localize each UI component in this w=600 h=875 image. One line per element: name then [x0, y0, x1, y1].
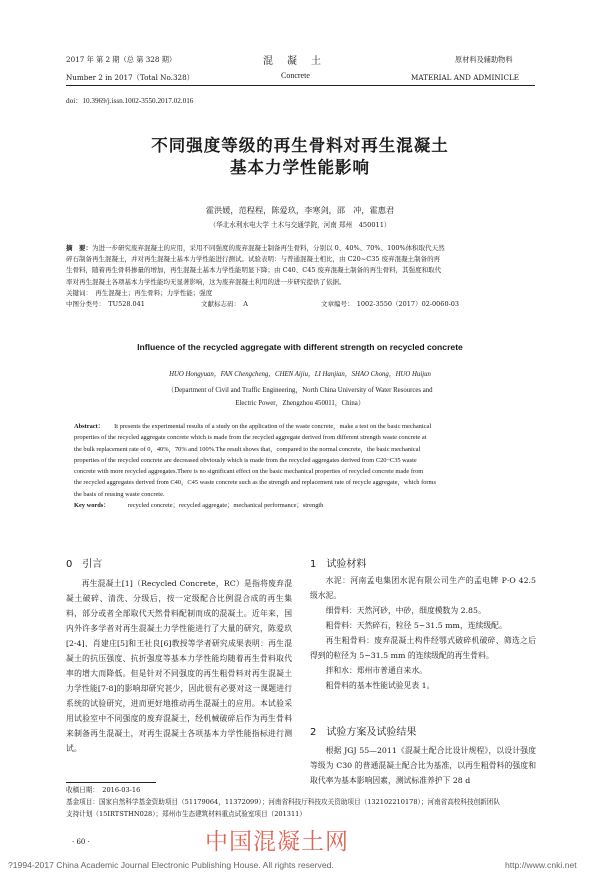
material-item: 细骨料：天然河砂，中砂，细度模数为 2.85。: [325, 606, 486, 615]
affiliation-en-line: Electric Power，Zhengzhou 450011，China）: [235, 400, 365, 407]
keywords-cn: 关键词： 再生混凝土；再生骨料；力学性能；强度: [66, 288, 213, 297]
issue-cn: 2017 年 第 2 期（总 第 328 期）: [66, 55, 177, 64]
title-cn-line1: 不同强度等级的再生骨料对再生混凝土: [151, 136, 449, 155]
section0-paragraph: 再生混凝土[1]（Recycled Concrete，RC）是指将废弃混凝土破碎、清洗、分级后，按一定级配合比例混合成的再生集料，部分或者全部取代天然骨料配制而成的混凝土。近年来，国内外许多学者对再生混凝土力学性能进行了大量的研究，陈爱玖[2-4]、肖建庄[5]和王社良[6]教授等学者研究成果表明：再生混凝土的抗压强度、抗折强度等基本力学性能均随着再生骨料取代率的增大而降低。但是针对不同强度的再生粗骨料对再生混凝土力学性能[7-8]的影响却研究甚少，因此很有必要对这一课题进行系统的试验研究，进而更好地推动再生混凝土的应用。本试验采用试验室中不同强度的废弃混凝土，经机械破碎后作为再生骨料来制备再生混凝土，对再生混凝土各项基本力学性能指标进行测试。: [66, 579, 292, 753]
watermark-logo: 中国混凝土网: [205, 829, 349, 855]
page-number: · 60 ·: [72, 838, 90, 846]
received-date: 收稿日期： 2016-03-16: [66, 786, 141, 794]
abstract-en-line: properties of the recycled concrete are decreased obviously which is made from the recycled aggregates derived from C20~C35 waste: [74, 456, 417, 464]
authors-cn: 霍洪媛，范程程，陈爱玖，李寒剑，邵 冲，霍惠君: [205, 205, 395, 215]
abstract-cn-line: 率对再生混凝土各项基本力学性能均无显著影响，这为废弃混凝土利用的进一步研究提供了依据。: [66, 277, 346, 286]
material-item: 粗骨料：天然碎石，粒径 5~31.5 mm，连续级配。: [325, 621, 507, 630]
doc-code: 文献标志码： A: [201, 300, 248, 309]
affiliation-en: [0, 384, 600, 410]
abstract-en-line: concrete with more recycled aggregates.There is no significant effect on the basic mechanical properties of recycled concrete made from: [74, 468, 424, 476]
abstract-cn-line: 碎石制备再生混凝土，并对再生混凝土基本力学性能进行测试。试验表明：与普通混凝土相比，由 C20~C35 废弃混凝土制备的再: [66, 255, 441, 264]
section2-heading: 2 试验方案及试验结果: [310, 727, 417, 738]
material-item: 再生粗骨料：废弃混凝土构件经鄂式破碎机破碎、筛选之后得到的粒径为 5~31.5 mm 的连续级配的再生骨料。: [310, 636, 536, 660]
authors-en: HUO Hongyuan，FAN Chengcheng，CHEN Aijiu，LI Hanjian，SHAO Chong，HUO Huijun: [169, 371, 431, 378]
abstract-en: [74, 421, 536, 511]
abstract-en-line: the bulk replacement rate of 0，40%，70% and 100%.The result shows that，compared to the normal concrete，the basic mechanical: [74, 445, 421, 453]
abstract-en-line: properties of the recycled aggregate concrete which is made from the recycled aggregate derived from different strength waste concrete at: [74, 434, 427, 442]
affiliation-cn: （华北水利水电大学 土木与交通学院，河南 郑州 450011）: [209, 221, 391, 229]
title-cn-line2: 基本力学性能影响: [230, 158, 370, 177]
column-en: MATERIAL AND ADMINICLE: [411, 73, 520, 82]
section1-heading: 1 试验材料: [310, 559, 367, 570]
keywords-en-label: Key words：: [74, 502, 110, 510]
material-item: 拌和水：郑州市普通自来水。: [325, 666, 427, 675]
abstract-en-line: the recycled aggregates derived from C40，C45 waste concrete such as the strength and replacement rate of recycle aggregate，which forms: [74, 479, 436, 487]
section1-body: [310, 573, 536, 693]
abstract-en-label: Abstract：: [74, 423, 105, 430]
abstract-en-line: the basis of reusing waste concrete.: [74, 490, 165, 498]
footnote-rule: [66, 782, 156, 783]
abstract-cn-line: 为进一步研究废弃混凝土的应用，采用不同强度的废弃混凝土制备再生骨料，分别以 0、40%、70%、100%体积取代天然: [92, 244, 445, 252]
copyright[interactable]: ?1994-2017 China Academic Journal Electronic Publishing House. All rights reserved.: [8, 860, 334, 870]
section2-paragraph: 根据 JGJ 55—2011《混凝土配合比设计规程》，以设计强度等级为 C30 的普通混凝土配合比为基准，以再生粗骨料的强度和取代率为基本影响因素，测试标准养护下 28 d: [310, 746, 536, 785]
issue-en: Number 2 in 2017（Total No.328）: [66, 73, 194, 82]
header-rule: [66, 85, 535, 86]
clc-number: 中图分类号： TU528.041: [66, 300, 145, 309]
journal-title-cn: 混 凝 土: [263, 56, 323, 67]
material-item: 水泥：河南孟电集团水泥有限公司生产的孟电牌 P·O 42.5 级水泥。: [310, 576, 536, 600]
fund-line: 支持计划（15IRTSTHN028）；郑州市生态建筑材料重点试验室项目（201311）: [66, 810, 306, 818]
abstract-cn: [66, 243, 536, 310]
column-cn: 原材料及辅助物料: [455, 55, 513, 64]
article-number: 文章编号： 1002-3550（2017）02-0060-03: [321, 300, 460, 309]
affiliation-en-line: （Department of Civil and Traffic Engineering，North China University of Water Resources and: [167, 387, 433, 394]
journal-title-en: Concrete: [281, 71, 310, 80]
section0-body: [66, 576, 292, 756]
doi: doi：10.3969/j.issn.1002-3550.2017.02.016: [66, 97, 194, 105]
abstract-en-line: It presents the experimental results of a study on the application of the waste concrete，make a test on the basic mechanical: [114, 423, 432, 430]
keywords-en: recycled concrete；recycled aggregate；mechanical performance；strength: [127, 502, 324, 510]
material-item: 粗骨料的基本性能试验见表 1。: [325, 681, 435, 690]
section2-body: [310, 743, 536, 788]
abstract-cn-line: 生骨料，随着再生骨料掺量的增加，再生混凝土基本力学性能明显下降；由 C40、C45 废弃混凝土制备的再生骨料，其强度和取代: [66, 266, 442, 275]
site-link[interactable]: http://www.cnki.net: [505, 860, 577, 870]
section0-heading: 0 引言: [66, 559, 103, 570]
abstract-cn-label: 摘 要：: [66, 244, 92, 252]
fund-line: 基金项目：国家自然科学基金资助项目（51179064，11372099）；河南省科技厅科技攻关资助项目（132102210178）；河南省高校科技创新团队: [66, 798, 500, 806]
title-en: Influence of the recycled aggregate with different strength on recycled concrete: [137, 342, 463, 352]
footnote: [66, 784, 546, 820]
